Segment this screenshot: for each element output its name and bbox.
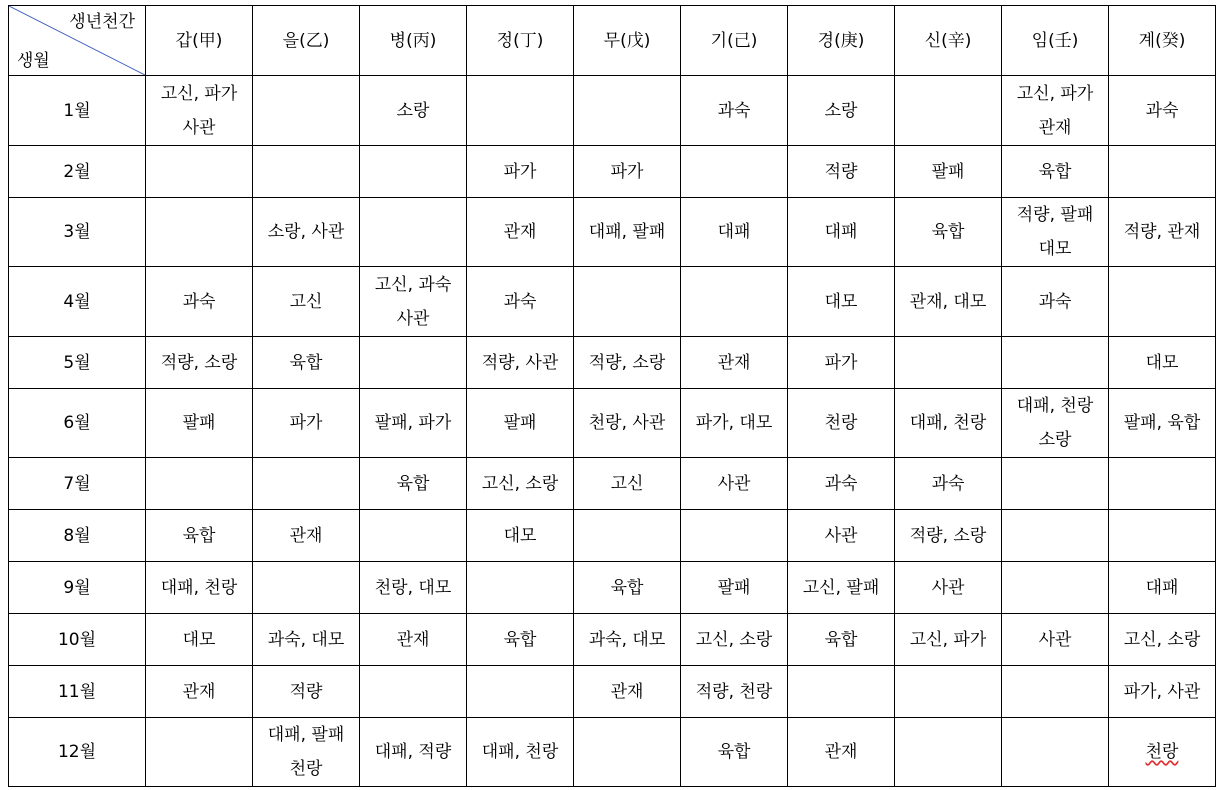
table-cell (895, 458, 1002, 510)
table-cell (574, 666, 681, 718)
cell-text: 파가 (289, 413, 323, 433)
column-header: 임(壬) (1002, 6, 1109, 76)
cell-text: 파가 (503, 161, 537, 182)
table-cell (360, 510, 467, 562)
table-cell (574, 389, 681, 458)
table-cell (681, 389, 788, 458)
cell-text: 육합 (503, 629, 537, 650)
table-cell (788, 666, 895, 718)
table-cell (895, 562, 1002, 614)
table-cell (788, 198, 895, 267)
cell-text: 사관 (717, 473, 751, 494)
header-row (9, 6, 1216, 76)
table-cell (360, 614, 467, 666)
table-cell (574, 76, 681, 146)
cell-text: 과숙 (824, 473, 858, 494)
month-label: 10월 (9, 614, 146, 666)
column-header: 기(己) (681, 6, 788, 76)
table-cell (1002, 718, 1109, 787)
table-cell (467, 337, 574, 389)
table-cell (1109, 666, 1216, 718)
table-cell (146, 146, 253, 198)
table-cell (360, 718, 467, 787)
cell-text: 대패, 적량 (374, 742, 452, 762)
table-cell (1002, 146, 1109, 198)
table-cell (681, 198, 788, 267)
cell-text: 고신 (289, 291, 323, 312)
table-cell (681, 267, 788, 337)
table-cell (360, 76, 467, 146)
column-header: 정(丁) (467, 6, 574, 76)
table-cell (681, 666, 788, 718)
table-cell (253, 337, 360, 389)
table-cell (574, 337, 681, 389)
cell-text: 과숙 (1145, 100, 1179, 121)
table-cell (146, 198, 253, 267)
month-label: 8월 (9, 510, 146, 562)
cell-text: 대패 (1145, 577, 1179, 598)
table-cell (788, 76, 895, 146)
table-cell (1002, 562, 1109, 614)
cell-text: 대모 (182, 629, 216, 650)
cell-text: 관재 (396, 629, 430, 650)
cell-text: 천랑 (824, 413, 858, 433)
stars-table (8, 5, 1216, 787)
cell-text: 팔패 (503, 413, 537, 433)
table-cell (574, 146, 681, 198)
cell-text: 고신, 소랑 (481, 473, 559, 494)
cell-text: 소랑 (396, 100, 430, 121)
table-cell (360, 146, 467, 198)
cell-text: 고신, 소랑 (695, 629, 773, 650)
cell-text: 소랑, 사관 (267, 222, 345, 242)
table-cell (146, 76, 253, 146)
table-cell (1002, 510, 1109, 562)
cell-text: 관재 (503, 222, 537, 242)
table-cell (1002, 666, 1109, 718)
table-cell (574, 198, 681, 267)
table-cell (1109, 76, 1216, 146)
table-cell (574, 614, 681, 666)
table-cell (360, 666, 467, 718)
table-row (9, 614, 1216, 666)
column-header: 을(乙) (253, 6, 360, 76)
cell-text: 파가 (610, 161, 644, 182)
cell-text: 적량 (289, 681, 323, 702)
table-cell (788, 267, 895, 337)
table-cell (1109, 718, 1216, 787)
table-cell (253, 510, 360, 562)
table-cell (467, 510, 574, 562)
cell-text: 대패, 천랑 (1016, 396, 1094, 416)
table-cell (253, 562, 360, 614)
table-cell (1109, 198, 1216, 267)
cell-text: 관재 (824, 742, 858, 762)
table-cell (253, 614, 360, 666)
table-cell (1109, 614, 1216, 666)
cell-text: 사관 (182, 117, 216, 138)
cell-text: 사관 (396, 308, 430, 329)
table-cell (253, 267, 360, 337)
cell-text: 대모 (824, 291, 858, 312)
table-cell (253, 76, 360, 146)
table-cell (253, 198, 360, 267)
cell-text: 고신, 소랑 (1123, 629, 1201, 650)
table-cell (146, 666, 253, 718)
cell-text: 과숙 (717, 100, 751, 121)
cell-text: 육합 (717, 742, 751, 762)
table-cell (253, 389, 360, 458)
cell-text: 고신, 파가 (160, 83, 238, 104)
cell-text: 관재, 대모 (909, 291, 987, 312)
table-row (9, 146, 1216, 198)
cell-text: 적량, 천랑 (695, 681, 773, 702)
table-cell (895, 267, 1002, 337)
table-cell (895, 510, 1002, 562)
cell-text: 과숙, 대모 (588, 629, 666, 650)
cell-text: 소랑 (1038, 430, 1072, 450)
month-label: 7월 (9, 458, 146, 510)
table-cell (467, 562, 574, 614)
table-cell (1002, 198, 1109, 267)
table-cell (1002, 614, 1109, 666)
table-cell (788, 146, 895, 198)
cell-text: 육합 (824, 629, 858, 650)
cell-text: 대모 (1145, 352, 1179, 373)
cell-text: 육합 (931, 222, 965, 242)
cell-text: 과숙 (182, 291, 216, 312)
column-header: 계(癸) (1109, 6, 1216, 76)
table-cell (1109, 146, 1216, 198)
cell-text: 육합 (182, 525, 216, 546)
month-label: 6월 (9, 389, 146, 458)
table-cell (681, 76, 788, 146)
table-cell (895, 337, 1002, 389)
table-cell (146, 337, 253, 389)
table-cell (895, 614, 1002, 666)
table-cell (467, 389, 574, 458)
cell-text: 관재 (717, 352, 751, 373)
month-label: 9월 (9, 562, 146, 614)
table-cell (467, 614, 574, 666)
table-cell (467, 267, 574, 337)
table-cell (681, 614, 788, 666)
cell-text: 적량, 팔패 (1016, 205, 1094, 225)
cell-text: 대패, 천랑 (160, 577, 238, 598)
cell-text: 과숙 (931, 473, 965, 494)
cell-text: 사관 (931, 577, 965, 598)
table-cell (788, 510, 895, 562)
cell-text: 고신 (610, 473, 644, 494)
table-row (9, 666, 1216, 718)
cell-text: 팔패 (717, 577, 751, 598)
month-label: 12월 (9, 718, 146, 787)
table-cell (895, 146, 1002, 198)
cell-text: 팔패, 육합 (1123, 413, 1201, 433)
table-row (9, 389, 1216, 458)
table-row (9, 267, 1216, 337)
table-cell (1002, 458, 1109, 510)
table-cell (360, 458, 467, 510)
cell-text: 대모 (1038, 239, 1072, 259)
table-cell (1109, 389, 1216, 458)
table-cell (253, 718, 360, 787)
cell-text: 육합 (289, 352, 323, 373)
cell-text: 관재 (289, 525, 323, 546)
table-cell (467, 146, 574, 198)
cell-text: 고신, 팔패 (802, 577, 880, 598)
cell-text: 파가 (824, 352, 858, 373)
table-cell (146, 510, 253, 562)
table-cell (146, 267, 253, 337)
table-cell (788, 718, 895, 787)
cell-text: 대패 (824, 222, 858, 242)
table-cell (1002, 389, 1109, 458)
month-label: 5월 (9, 337, 146, 389)
table-cell (467, 76, 574, 146)
cell-text: 관재 (610, 681, 644, 702)
month-label: 1월 (9, 76, 146, 146)
month-label: 3월 (9, 198, 146, 267)
table-cell (1002, 267, 1109, 337)
cell-text: 적량, 사관 (481, 352, 559, 373)
corner-bottom-label: 생월 (17, 51, 50, 71)
cell-text: 천랑, 대모 (374, 577, 452, 598)
table-body (9, 76, 1216, 787)
column-header: 신(辛) (895, 6, 1002, 76)
table-cell (146, 389, 253, 458)
table-row (9, 510, 1216, 562)
table-cell (681, 337, 788, 389)
table-cell (360, 562, 467, 614)
cell-text: 과숙 (1038, 291, 1072, 312)
corner-top-label: 생년천간 (69, 12, 135, 32)
cell-text: 적량, 관재 (1123, 222, 1201, 242)
table-cell (574, 510, 681, 562)
cell-text: 육합 (610, 577, 644, 598)
table-cell (146, 718, 253, 787)
cell-text: 관재 (1038, 117, 1072, 138)
table-cell (1109, 267, 1216, 337)
column-header: 갑(甲) (146, 6, 253, 76)
cell-text: 파가, 사관 (1123, 681, 1201, 702)
table-row (9, 458, 1216, 510)
cell-text: 천랑 (289, 759, 323, 779)
table-cell (895, 198, 1002, 267)
table-cell (146, 562, 253, 614)
cell-text: 팔패, 파가 (374, 413, 452, 433)
table-cell (360, 337, 467, 389)
table-cell (681, 458, 788, 510)
table-cell (681, 510, 788, 562)
cell-text: 대패, 팔패 (267, 725, 345, 745)
table-cell (788, 458, 895, 510)
cell-text: 고신, 과숙 (374, 274, 452, 295)
table-cell (360, 198, 467, 267)
cell-text: 과숙, 대모 (267, 629, 345, 650)
table-cell (253, 146, 360, 198)
table-cell (681, 146, 788, 198)
table-cell (788, 337, 895, 389)
table-row (9, 337, 1216, 389)
table-row (9, 76, 1216, 146)
month-label: 11월 (9, 666, 146, 718)
table-cell (360, 267, 467, 337)
table-row (9, 198, 1216, 267)
cell-text: 과숙 (503, 291, 537, 312)
cell-text: 파가, 대모 (695, 413, 773, 433)
table-cell (467, 458, 574, 510)
cell-text: 고신, 파가 (1016, 83, 1094, 104)
column-header: 경(庚) (788, 6, 895, 76)
cell-text: 관재 (182, 681, 216, 702)
cell-text: 적량 (824, 161, 858, 182)
cell-text: 육합 (1038, 161, 1072, 182)
table-row (9, 562, 1216, 614)
table-cell (681, 718, 788, 787)
column-header: 병(丙) (360, 6, 467, 76)
table-cell (146, 614, 253, 666)
table-cell (1109, 337, 1216, 389)
cell-text: 적량, 소랑 (909, 525, 987, 546)
month-label: 4월 (9, 267, 146, 337)
cell-text: 육합 (396, 473, 430, 494)
cell-text: 대모 (503, 525, 537, 546)
table-cell (788, 562, 895, 614)
table-cell (681, 562, 788, 614)
table-row (9, 718, 1216, 787)
table-cell (1002, 337, 1109, 389)
table-cell (895, 76, 1002, 146)
cell-text: 대패 (717, 222, 751, 242)
table-cell (146, 458, 253, 510)
cell-text: 사관 (824, 525, 858, 546)
table-cell (574, 718, 681, 787)
cell-text: 천랑, 사관 (588, 413, 666, 433)
cell-text: 대패, 천랑 (481, 742, 559, 762)
table-cell (574, 267, 681, 337)
table-cell (895, 389, 1002, 458)
table-cell (788, 389, 895, 458)
cell-text: 적량, 소랑 (160, 352, 238, 373)
table-cell (895, 718, 1002, 787)
cell-text: 적량, 소랑 (588, 352, 666, 373)
table-cell (253, 666, 360, 718)
table-cell (467, 666, 574, 718)
cell-text: 대패, 천랑 (909, 413, 987, 433)
column-header: 무(戊) (574, 6, 681, 76)
table-cell (467, 718, 574, 787)
table-cell (253, 458, 360, 510)
table-cell (788, 614, 895, 666)
table-cell (574, 458, 681, 510)
cell-text: 팔패 (182, 413, 216, 433)
cell-text: 팔패 (931, 161, 965, 182)
cell-text: 대패, 팔패 (588, 222, 666, 242)
cell-text: 소랑 (824, 100, 858, 121)
table-cell (1109, 562, 1216, 614)
cell-text-spellcheck: 천랑 (1145, 742, 1179, 762)
month-label: 2월 (9, 146, 146, 198)
corner-header-cell (9, 6, 146, 76)
cell-text: 고신, 파가 (909, 629, 987, 650)
table-cell (574, 562, 681, 614)
table-cell (1109, 510, 1216, 562)
table-cell (1109, 458, 1216, 510)
cell-text: 사관 (1038, 629, 1072, 650)
table-cell (360, 389, 467, 458)
table-cell (1002, 76, 1109, 146)
table-cell (467, 198, 574, 267)
table-cell (895, 666, 1002, 718)
